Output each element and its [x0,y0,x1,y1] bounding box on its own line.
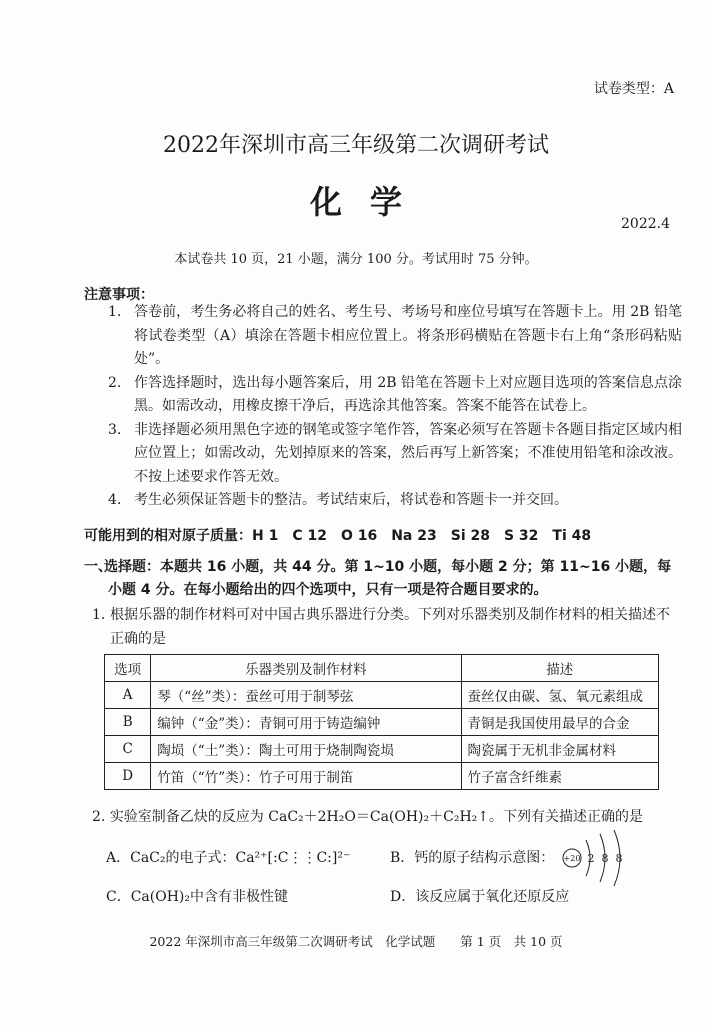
notice-item [108,301,682,372]
section-text: 选择题：本题共 16 小题，共 44 分。第 1~10 小题，每小题 2 分；第 11~16 小题，每小题 4 分。在每小题给出的四个选项中，只有一项是符合题目要求的。 [104,559,672,598]
option-b: B．钙的原子结构示意图： [390,850,555,866]
table-cell: D [105,763,151,790]
table-cell: 琴（“丝”类）：蚕丝可用于制琴弦 [151,682,461,709]
question-text: 根据乐器的制作材料可对中国古典乐器进行分类。下列对乐器类别及制作材料的相关描述不正确的是 [110,607,670,647]
notice-item-text: 考生必须保证答题卡的整洁。考试结束后，将试卷和答题卡一并交回。 [134,492,568,508]
exam-date: 2022.4 [621,216,670,232]
notice-item [108,419,682,490]
table-row [105,763,659,790]
question-1 [92,603,682,651]
table-header: 乐器类别及制作材料 [151,655,461,682]
nucleus-charge: +20 [563,854,581,863]
table-cell: B [105,709,151,736]
subject-title: 化学 [309,183,430,221]
shell-electron-count: 8 [615,852,623,865]
notice-title: 注意事项： [84,287,154,303]
option-a: A．CaC₂的电子式：Ca²⁺[:C⋮⋮C:]²⁻ [106,850,351,866]
section-one-heading [84,556,682,602]
section-number: 一、 [84,559,112,575]
notice-item-text: 作答选择题时，选出每小题答案后，用 2B 铅笔在答题卡上对应题目选项的答案信息点涂黑。如需改动，用橡皮擦干净后，再选涂其他答案。答案不能答在试卷上。 [134,374,682,414]
table-cell: 竹子富含纤维素 [461,763,659,790]
notice-list [108,301,682,513]
table-header-row [105,655,659,682]
table-row [105,736,659,763]
table-cell: C [105,736,151,763]
option-d: D．该反应属于氧化还原反应 [390,889,570,905]
shell-electron-count: 2 [587,852,595,865]
question-number: 2. [92,809,106,825]
question-2 [92,806,643,826]
table-cell: A [105,682,151,709]
paper-type-label: 试卷类型：A [593,81,674,97]
page-footer: 2022 年深圳市高三年级第二次调研考试 化学试题 第 1 页 共 10 页 [149,934,563,949]
question-1-table [104,654,659,790]
notice-item-number: 4. [108,492,122,508]
exam-info: 本试卷共 10 页，21 小题，满分 100 分。考试用时 75 分钟。 [174,252,538,267]
calcium-atom-structure-diagram [560,828,630,888]
exam-title: 2022年深圳市高三年级第二次调研考试 [163,133,549,158]
question-text: 实验室制备乙炔的反应为 CaC₂＋2H₂O＝Ca(OH)₂＋C₂H₂↑。下列有关描述正确的是 [109,809,644,825]
shell-electron-count: 8 [601,852,609,865]
notice-item [108,489,682,513]
question-number: 1. [92,607,106,623]
table-cell: 竹笛（“竹”类）：竹子可用于制笛 [151,763,461,790]
table-header: 选项 [105,655,151,682]
option-c: C．Ca(OH)₂中含有非极性键 [106,889,288,905]
table-cell: 陶瓷属于无机非金属材料 [461,736,659,763]
table-cell: 陶埙（“土”类）：陶土可用于烧制陶瓷埙 [151,736,461,763]
notice-item-text: 非选择题必须用黑色字迹的钢笔或签字笔作答，答案必须写在答题卡各题目指定区域内相应位置上；如需改动，先划掉原来的答案，然后再写上新答案；不准使用铅笔和涂改液。不按上述要求作答无效。 [134,421,682,485]
table-cell: 青铜是我国使用最早的合金 [461,709,659,736]
table-cell: 编钟（“金”类）：青铜可用于铸造编钟 [151,709,461,736]
notice-item-number: 2. [108,374,122,391]
notice-item [108,372,682,419]
notice-item-number: 3. [108,421,122,438]
table-header: 描述 [461,655,659,682]
notice-item-text: 答卷前，考生务必将自己的姓名、考生号、考场号和座位号填写在答题卡上。用 2B 铅笔将试卷类型（A）填涂在答题卡相应位置上。将条形码横贴在答题卡右上角“条形码粘贴处”。 [134,304,682,367]
table-cell: 蚕丝仅由碳、氢、氧元素组成 [461,682,659,709]
notice-item-number: 1. [108,304,122,320]
table-row [105,709,659,736]
table-row [105,682,659,709]
atomic-masses: 可能用到的相对原子质量：H 1 C 12 O 16 Na 23 Si 28 S 32 Ti 48 [84,528,592,544]
